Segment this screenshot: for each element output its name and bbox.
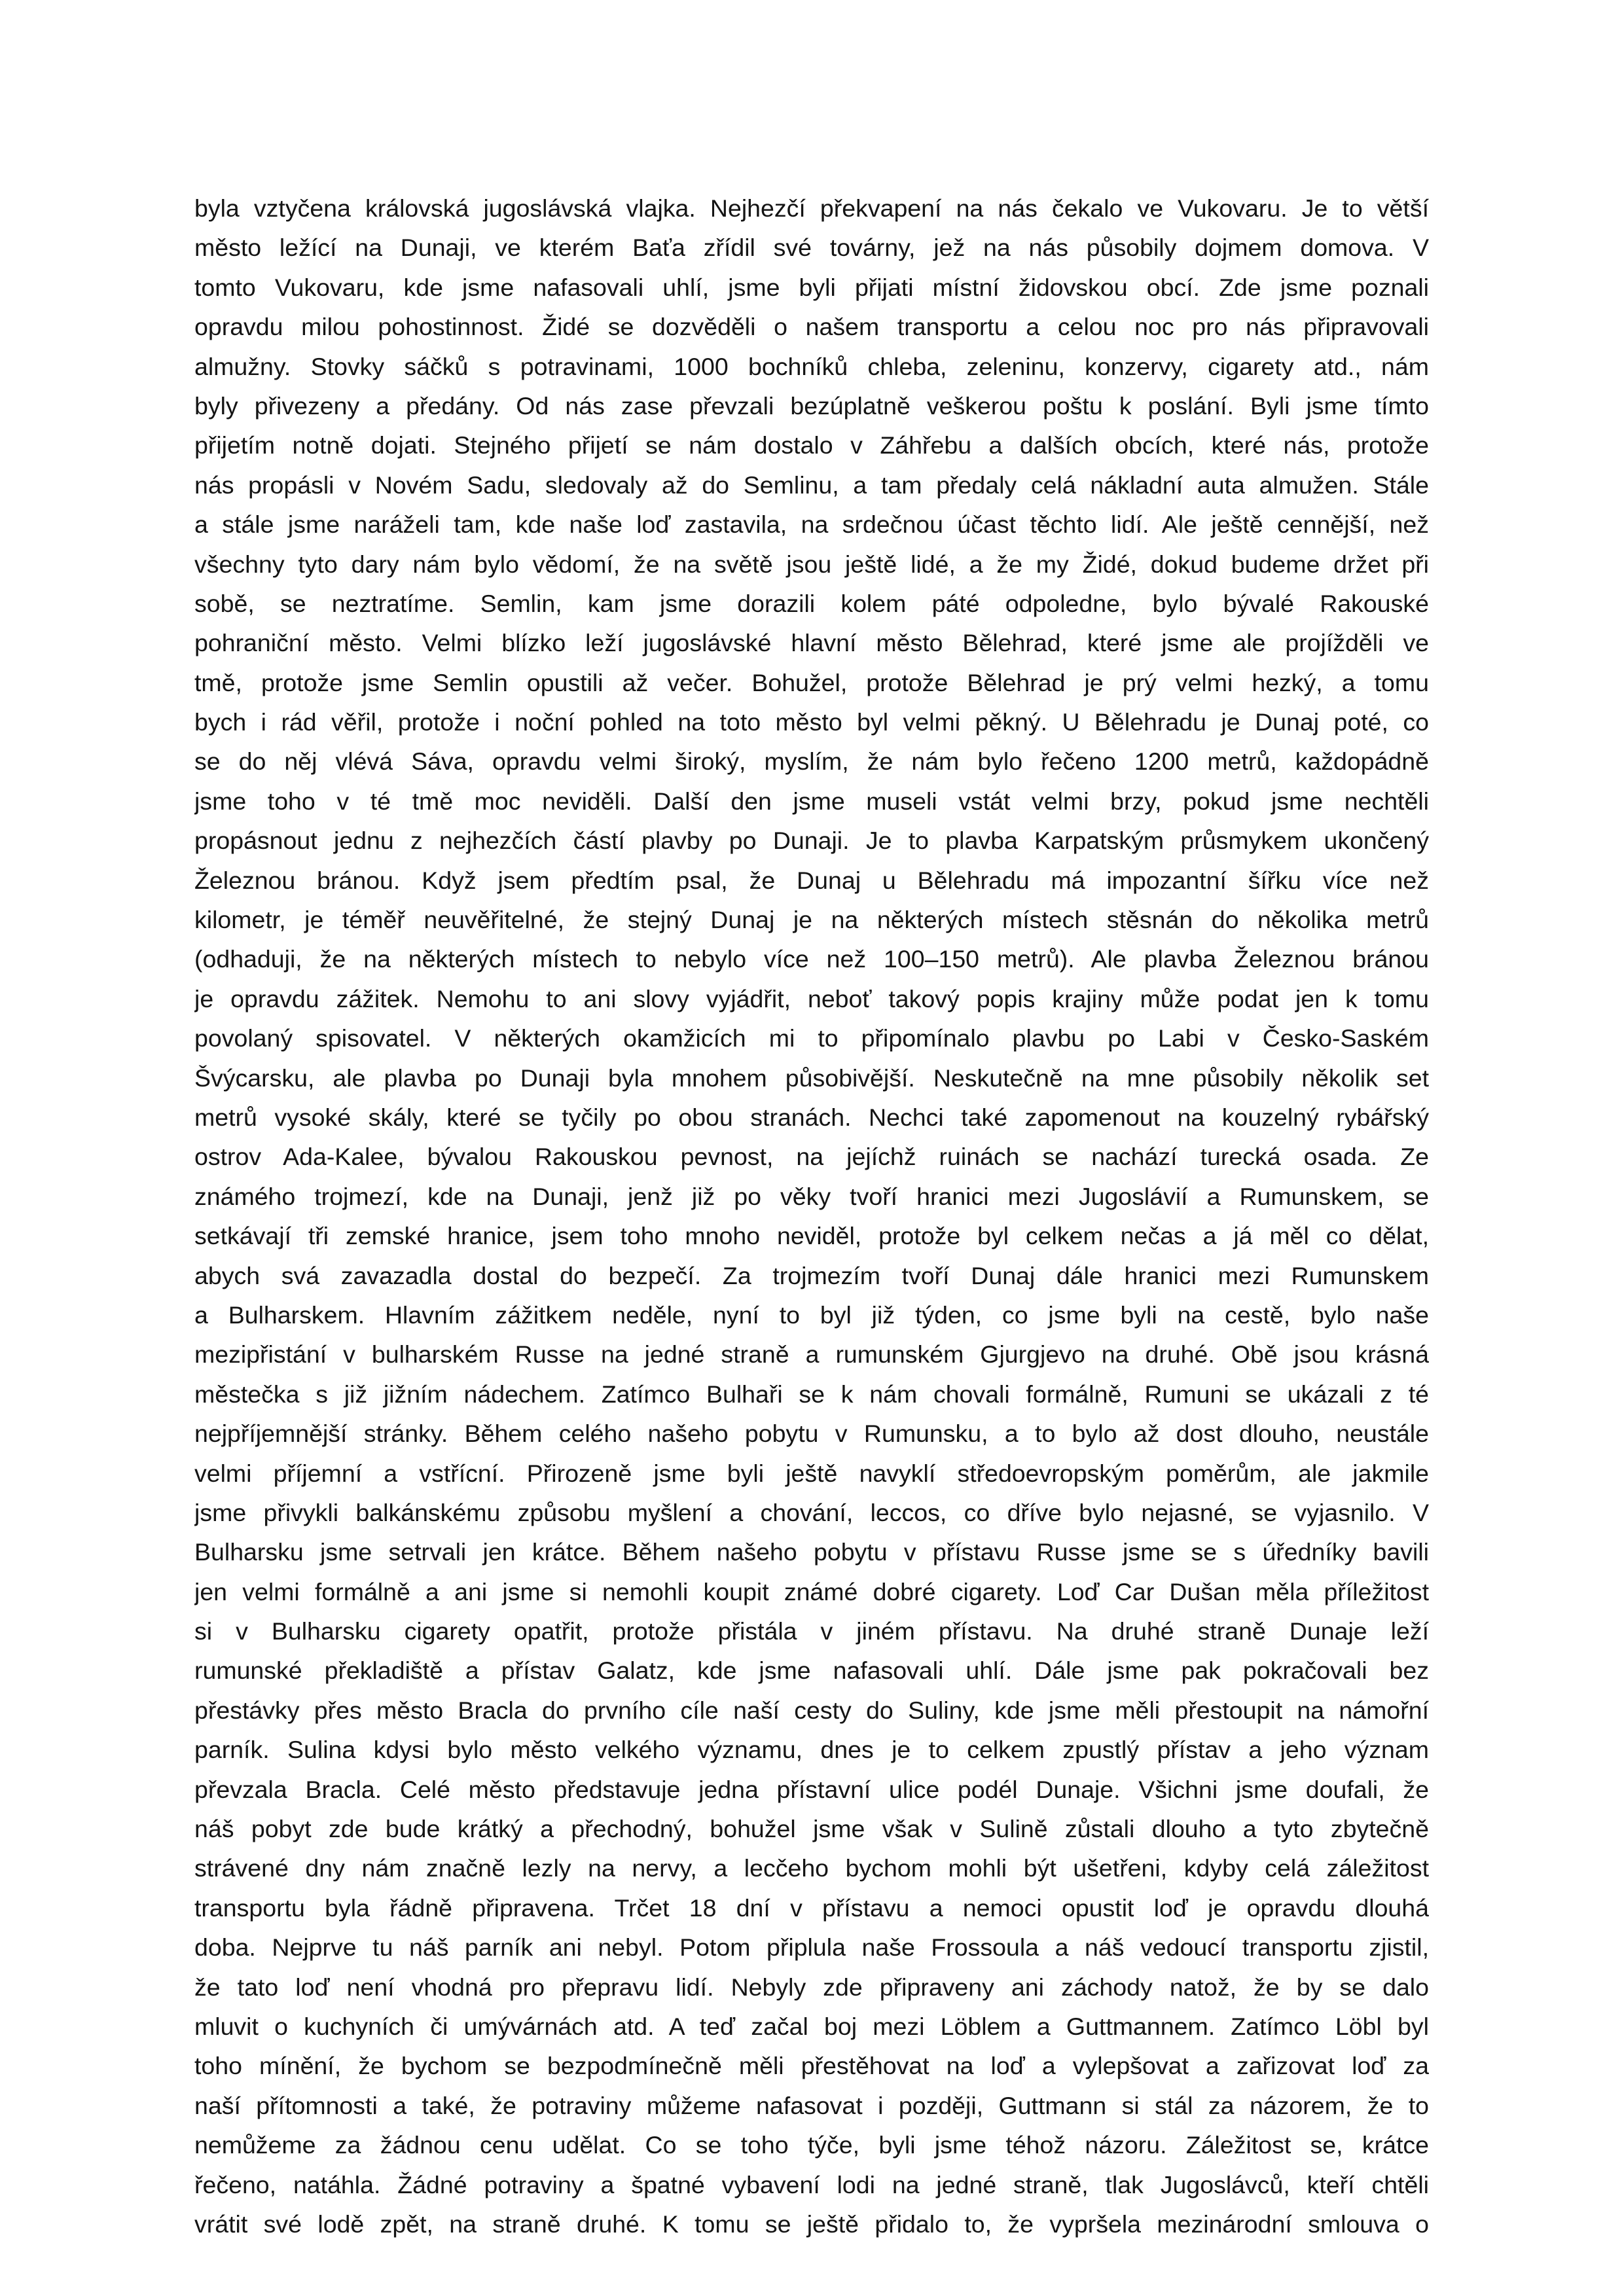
text-line: jsme toho v té tmě moc neviděli. Další den jsme museli vstát velmi brzy, pokud jsme nechtěli	[194, 787, 1429, 815]
text-line: je opravdu zážitek. Nemohu to ani slovy vyjádřit, neboť takový popis krajiny může podat jen k tomu	[194, 984, 1429, 1013]
text-line: strávené dny nám značně lezly na nervy, a lecčeho bychom mohli být ušetřeni, kdyby celá záležitost	[194, 1854, 1429, 1882]
text-line: rumunské překladiště a přístav Galatz, kde jsme nafasovali uhlí. Dále jsme pak pokračovali bez	[194, 1657, 1429, 1685]
text-line: jen velmi formálně a ani jsme si nemohli koupit známé dobré cigarety. Loď Car Dušan měla příležitost	[194, 1577, 1429, 1605]
text-line: nemůžeme za žádnou cenu udělat. Co se toho týče, byli jsme téhož názoru. Záležitost se, krátce	[194, 2131, 1429, 2159]
text-line: propásnout jednu z nejhezčích částí plavby po Dunaji. Je to plavba Karpatským průsmykem ukončený	[194, 827, 1429, 855]
text-line: Švýcarsku, ale plavba po Dunaji byla mnohem působivější. Neskutečně na mne působily několik set	[194, 1064, 1429, 1092]
text-line: a Bulharskem. Hlavním zážitkem neděle, nyní to byl již týden, co jsme byli na cestě, bylo naše	[194, 1300, 1429, 1329]
text-line: byla vztyčena královská jugoslávská vlajka. Nejhezčí překvapení na nás čekalo ve Vukovaru. Je to větší	[194, 194, 1429, 222]
text-line: městečka s již jižním nádechem. Zatímco Bulhaři se k nám chovali formálně, Rumuni se ukázali z té	[194, 1380, 1429, 1408]
text-line: mezipřistání v bulharském Russe na jedné straně a rumunském Gjurgjevo na druhé. Obě jsou krásná	[194, 1340, 1429, 1369]
text-line: řečeno, natáhla. Žádné potraviny a špatné vybavení lodi na jedné straně, tlak Jugoslávců, kteří chtěli	[194, 2170, 1429, 2198]
text-line: ostrov Ada-Kalee, bývalou Rakouskou pevnost, na jejíchž ruinách se nachází turecká osada. Ze	[194, 1143, 1429, 1171]
text-line: metrů vysoké skály, které se tyčily po obou stranách. Nechci také zapomenout na kouzelný rybářský	[194, 1103, 1429, 1131]
text-line: tmě, protože jsme Semlin opustili až večer. Bohužel, protože Bělehrad je prý velmi hezký, a tomu	[194, 668, 1429, 696]
text-line: bych i rád věřil, protože i noční pohled na toto město byl velmi pěkný. U Bělehradu je Dunaj poté, co	[194, 708, 1429, 736]
text-line: doba. Nejprve tu náš parník ani nebyl. Potom připlula naše Frossoula a náš vedoucí transportu zjistil,	[194, 1933, 1429, 1962]
text-line: náš pobyt zde bude krátký a přechodný, bohužel jsme však v Sulině zůstali dlouho a tyto zbytečně	[194, 1815, 1429, 1843]
text-line: povolaný spisovatel. V některých okamžicích mi to připomínalo plavbu po Labi v Česko-Saském	[194, 1024, 1429, 1052]
text-line: parník. Sulina kdysi bylo město velkého významu, dnes je to celkem zpustlý přístav a jeho význam	[194, 1736, 1429, 1764]
text-line: jsme přivykli balkánskému způsobu myšlení a chování, leccos, co dříve bylo nejasné, se vyjasnilo. V	[194, 1498, 1429, 1526]
text-line: nejpříjemnější stránky. Během celého našeho pobytu v Rumunsku, a to bylo až dost dlouho, neustále	[194, 1420, 1429, 1448]
text-line: známého trojmezí, kde na Dunaji, jenž již po věky tvoří hranici mezi Jugoslávií a Rumunskem, se	[194, 1182, 1429, 1210]
text-line: přestávky přes město Bracla do prvního cíle naší cesty do Suliny, kde jsme měli přestoupit na námořní	[194, 1696, 1429, 1724]
text-line: Bulharsku jsme setrvali jen krátce. Během našeho pobytu v přístavu Russe jsme se s úředníky bavili	[194, 1538, 1429, 1566]
text-line: toho mínění, že bychom se bezpodmínečně měli přestěhovat na loď a vylepšovat a zařizovat loď za	[194, 2052, 1429, 2080]
text-line: abych svá zavazadla dostal do bezpečí. Za trojmezím tvoří Dunaj dále hranici mezi Rumunskem	[194, 1261, 1429, 1289]
text-line: sobě, se neztratíme. Semlin, kam jsme dorazili kolem páté odpoledne, bylo bývalé Rakouské	[194, 589, 1429, 617]
text-line: almužny. Stovky sáčků s potravinami, 1000 bochníků chleba, zeleninu, konzervy, cigarety atd., nám	[194, 352, 1429, 380]
text-line: a stále jsme naráželi tam, kde naše loď zastavila, na srdečnou účast těchto lidí. Ale ještě cennější, než	[194, 511, 1429, 539]
text-line: kilometr, je téměř neuvěřitelné, že stejný Dunaj je na některých místech stěsnán do několika metrů	[194, 906, 1429, 934]
text-line: si v Bulharsku cigarety opatřit, protože přistála v jiném přístavu. Na druhé straně Dunaje leží	[194, 1617, 1429, 1645]
text-line: (odhaduji, že na některých místech to nebylo více než 100–150 metrů). Ale plavba Železnou bránou	[194, 945, 1429, 973]
text-line: se do něj vlévá Sáva, opravdu velmi široký, myslím, že nám bylo řečeno 1200 metrů, každopádně	[194, 747, 1429, 776]
text-line: mluvit o kuchyních či umývárnách atd. A teď začal boj mezi Löblem a Guttmannem. Zatímco Löbl byl	[194, 2012, 1429, 2040]
text-line: opravdu milou pohostinnost. Židé se dozvěděli o našem transportu a celou noc pro nás připravovali	[194, 313, 1429, 341]
text-line: všechny tyto dary nám bylo vědomí, že na světě jsou ještě lidé, a že my Židé, dokud budeme držet při	[194, 550, 1429, 578]
body-text	[194, 188, 1429, 2244]
text-line: město ležící na Dunaji, ve kterém Baťa zřídil své továrny, jež na nás působily dojmem domova. V	[194, 234, 1429, 262]
text-line: transportu byla řádně připravena. Trčet 18 dní v přístavu a nemoci opustit loď je opravdu dlouhá	[194, 1893, 1429, 1922]
text-line: vrátit své lodě zpět, na straně druhé. K tomu se ještě přidalo to, že vypršela mezinárodní smlouva o	[194, 2210, 1429, 2238]
text-line: naší přítomnosti a také, že potraviny můžeme nafasovat i později, Guttmann si stál za názorem, že to	[194, 2091, 1429, 2119]
text-line: přijetím notně dojati. Stejného přijetí se nám dostalo v Záhřebu a dalších obcích, které nás, protože	[194, 431, 1429, 459]
text-line: Železnou bránou. Když jsem předtím psal, že Dunaj u Bělehradu má impozantní šířku více než	[194, 866, 1429, 894]
text-line: velmi příjemní a vstřícní. Přirozeně jsme byli ještě navyklí středoevropským poměrům, ale jakmile	[194, 1459, 1429, 1487]
text-line: že tato loď není vhodná pro přepravu lidí. Nebyly zde připraveny ani záchody natož, že by se dalo	[194, 1973, 1429, 2001]
text-line: tomto Vukovaru, kde jsme nafasovali uhlí, jsme byli přijati místní židovskou obcí. Zde jsme poznali	[194, 273, 1429, 301]
text-line: pohraniční město. Velmi blízko leží jugoslávské hlavní město Bělehrad, které jsme ale projížděli ve	[194, 629, 1429, 657]
text-line: byly přivezeny a předány. Od nás zase převzali bezúplatně veškerou poštu k poslání. Byli jsme tímto	[194, 391, 1429, 420]
text-line: převzala Bracla. Celé město představuje jedna přístavní ulice podél Dunaje. Všichni jsme doufali, že	[194, 1775, 1429, 1803]
text-line: nás propásli v Novém Sadu, sledovaly až do Semlinu, a tam předaly celá nákladní auta almužen. Stále	[194, 471, 1429, 499]
text-line: setkávají tři zemské hranice, jsem toho mnoho neviděl, protože byl celkem nečas a já měl co dělat,	[194, 1222, 1429, 1250]
